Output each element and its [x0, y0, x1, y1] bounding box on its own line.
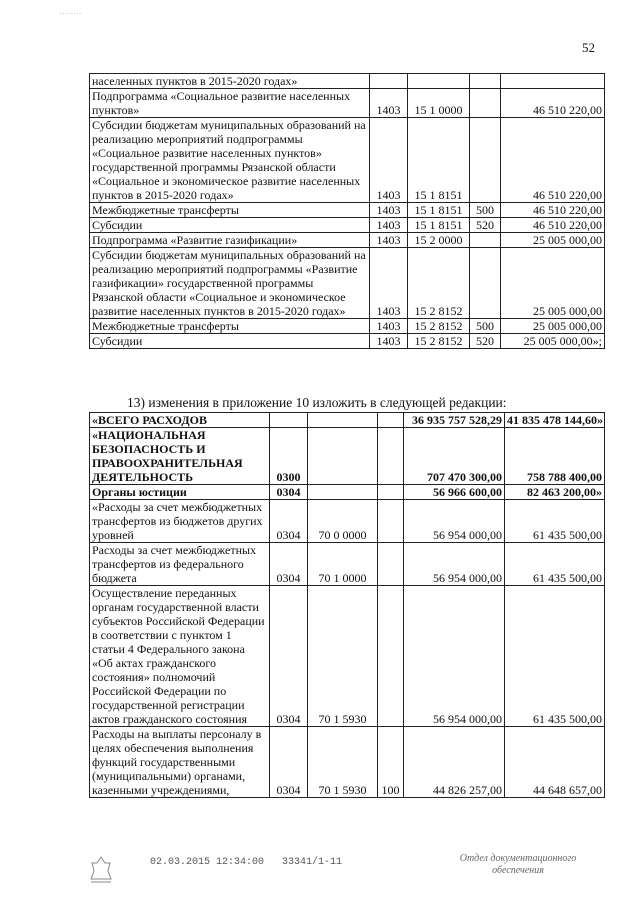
- row-section: 1403: [370, 319, 408, 334]
- row-section: 0304: [270, 543, 308, 586]
- row-article: 15 1 8151: [408, 203, 470, 218]
- table-row: [90, 218, 605, 233]
- row-sum: 46 510 220,00: [501, 118, 605, 203]
- row-section: 1403: [370, 203, 408, 218]
- row-sum-2015-new: 758 788 400,00: [505, 428, 605, 485]
- row-name: Субсидии: [90, 334, 370, 349]
- row-expense-type: [470, 118, 501, 203]
- row-sum-2015-new: 61 435 500,00: [505, 543, 605, 586]
- row-name: «Расходы за счет межбюджетных трансфертов из бюджетов других уровней: [90, 500, 270, 543]
- row-name: населенных пунктов в 2015-2020 годах»: [90, 74, 370, 89]
- row-expense-type: 100: [378, 727, 404, 798]
- table-row: [90, 413, 605, 428]
- stamp-line-1: Отдел документационного: [459, 853, 577, 864]
- row-name: Субсидии: [90, 218, 370, 233]
- row-section: 1403: [370, 334, 408, 349]
- table-row: [90, 543, 605, 586]
- row-name: «ВСЕГО РАСХОДОВ: [90, 413, 270, 428]
- row-sum: 25 005 000,00: [501, 248, 605, 319]
- table-row: [90, 203, 605, 218]
- expenses-table-continued: [89, 73, 605, 349]
- row-article: [408, 74, 470, 89]
- row-section: 1403: [370, 118, 408, 203]
- row-article: [308, 413, 378, 428]
- row-expense-type: [378, 586, 404, 727]
- table-row: [90, 727, 605, 798]
- row-expense-type: 500: [470, 203, 501, 218]
- row-section: 1403: [370, 248, 408, 319]
- row-article: 70 1 5930: [308, 586, 378, 727]
- row-expense-type: [378, 485, 404, 500]
- row-name: Межбюджетные трансферты: [90, 319, 370, 334]
- row-expense-type: [378, 428, 404, 485]
- row-expense-type: [378, 500, 404, 543]
- row-section: [370, 74, 408, 89]
- row-section: 1403: [370, 89, 408, 118]
- row-sum-2015: 56 954 000,00: [404, 586, 505, 727]
- row-name: Осуществление переданных органам государственной власти субъектов Российской Федерации в соответствии с пунктом 1 статьи 4 Федерального закона «Об актах гражданского состояния» полномочий Российской Федерации по государственной регистрации актов гражданского состояния: [90, 586, 270, 727]
- table-row: [90, 118, 605, 203]
- row-sum: 25 005 000,00: [501, 319, 605, 334]
- row-section: 0304: [270, 727, 308, 798]
- row-expense-type: 500: [470, 319, 501, 334]
- footer-doc-number: 33341/1-11: [282, 857, 343, 868]
- row-article: [308, 428, 378, 485]
- row-sum: [501, 74, 605, 89]
- row-section: 0304: [270, 485, 308, 500]
- row-sum: 46 510 220,00: [501, 89, 605, 118]
- table-row: [90, 500, 605, 543]
- row-sum-2015-new: 61 435 500,00: [505, 500, 605, 543]
- row-article: 15 1 0000: [408, 89, 470, 118]
- row-expense-type: 520: [470, 218, 501, 233]
- table-row: [90, 319, 605, 334]
- table-row: [90, 74, 605, 89]
- row-section: 0304: [270, 500, 308, 543]
- row-sum-2015-new: 41 835 478 144,60»: [505, 413, 605, 428]
- row-sum-2015: 56 966 600,00: [404, 485, 505, 500]
- row-sum: 46 510 220,00: [501, 218, 605, 233]
- row-name: Подпрограмма «Развитие газификации»: [90, 233, 370, 248]
- row-expense-type: 520: [470, 334, 501, 349]
- emblem-icon: [88, 855, 114, 885]
- row-article: [308, 485, 378, 500]
- row-expense-type: [378, 543, 404, 586]
- row-article: 15 2 8152: [408, 334, 470, 349]
- table-row: [90, 586, 605, 727]
- row-article: 70 1 5930: [308, 727, 378, 798]
- row-name: Подпрограмма «Социальное развитие населенных пунктов»: [90, 89, 370, 118]
- row-section: 1403: [370, 233, 408, 248]
- row-sum-2015: 56 954 000,00: [404, 543, 505, 586]
- row-section: 1403: [370, 218, 408, 233]
- row-expense-type: [470, 248, 501, 319]
- row-article: 70 0 0000: [308, 500, 378, 543]
- row-sum-2015: 707 470 300,00: [404, 428, 505, 485]
- row-section: 0304: [270, 586, 308, 727]
- row-name: Субсидии бюджетам муниципальных образований на реализацию мероприятий подпрограммы «Социальное развитие населенных пунктов» государственной программы Рязанской области «Социальное и экономическое развитие населенных пунктов в 2015-2020 годах»: [90, 118, 370, 203]
- department-stamp: [448, 853, 588, 877]
- row-sum-2015: 36 935 757 528,29: [404, 413, 505, 428]
- row-expense-type: [470, 89, 501, 118]
- row-sum-2015-new: 82 463 200,00»: [505, 485, 605, 500]
- row-sum-2015-new: 44 648 657,00: [505, 727, 605, 798]
- row-sum-2015-new: 61 435 500,00: [505, 586, 605, 727]
- row-article: 70 1 0000: [308, 543, 378, 586]
- row-name: Межбюджетные трансферты: [90, 203, 370, 218]
- row-sum: 25 005 000,00: [501, 233, 605, 248]
- row-section: 0300: [270, 428, 308, 485]
- row-name: Расходы на выплаты персоналу в целях обеспечения выполнения функций государственными (муниципальными) органами, казенными учреждениями,: [90, 727, 270, 798]
- amendment-heading: 13) изменения в приложение 10 изложить в следующей редакции:: [127, 395, 507, 410]
- stamp-line-2: обеспечения: [492, 865, 544, 876]
- table-row: [90, 334, 605, 349]
- row-article: 15 2 8152: [408, 319, 470, 334]
- row-sum-2015: 44 826 257,00: [404, 727, 505, 798]
- scan-mark: ........: [60, 8, 82, 16]
- table-row: [90, 89, 605, 118]
- row-section: [270, 413, 308, 428]
- page-number: 52: [582, 40, 595, 55]
- footer-datetime: 02.03.2015 12:34:00: [150, 857, 265, 868]
- row-sum-2015: 56 954 000,00: [404, 500, 505, 543]
- row-name: Субсидии бюджетам муниципальных образований на реализацию мероприятий подпрограммы «Развитие газификации» государственной программы Рязанской области «Социальное и экономическое развитие населенных пунктов в 2015-2020 годах»: [90, 248, 370, 319]
- row-name: Органы юстиции: [90, 485, 270, 500]
- row-sum: 46 510 220,00: [501, 203, 605, 218]
- row-name: Расходы за счет межбюджетных трансфертов из федерального бюджета: [90, 543, 270, 586]
- row-expense-type: [378, 413, 404, 428]
- row-expense-type: [470, 74, 501, 89]
- table-row: [90, 485, 605, 500]
- row-sum: 25 005 000,00»;: [501, 334, 605, 349]
- table-row: [90, 248, 605, 319]
- row-article: 15 2 8152: [408, 248, 470, 319]
- table-row: [90, 233, 605, 248]
- appendix-10-table: [89, 412, 605, 798]
- row-article: 15 1 8151: [408, 118, 470, 203]
- table-row: [90, 428, 605, 485]
- row-name: «НАЦИОНАЛЬНАЯ БЕЗОПАСНОСТЬ И ПРАВООХРАНИТЕЛЬНАЯ ДЕЯТЕЛЬНОСТЬ: [90, 428, 270, 485]
- row-expense-type: [470, 233, 501, 248]
- row-article: 15 1 8151: [408, 218, 470, 233]
- row-article: 15 2 0000: [408, 233, 470, 248]
